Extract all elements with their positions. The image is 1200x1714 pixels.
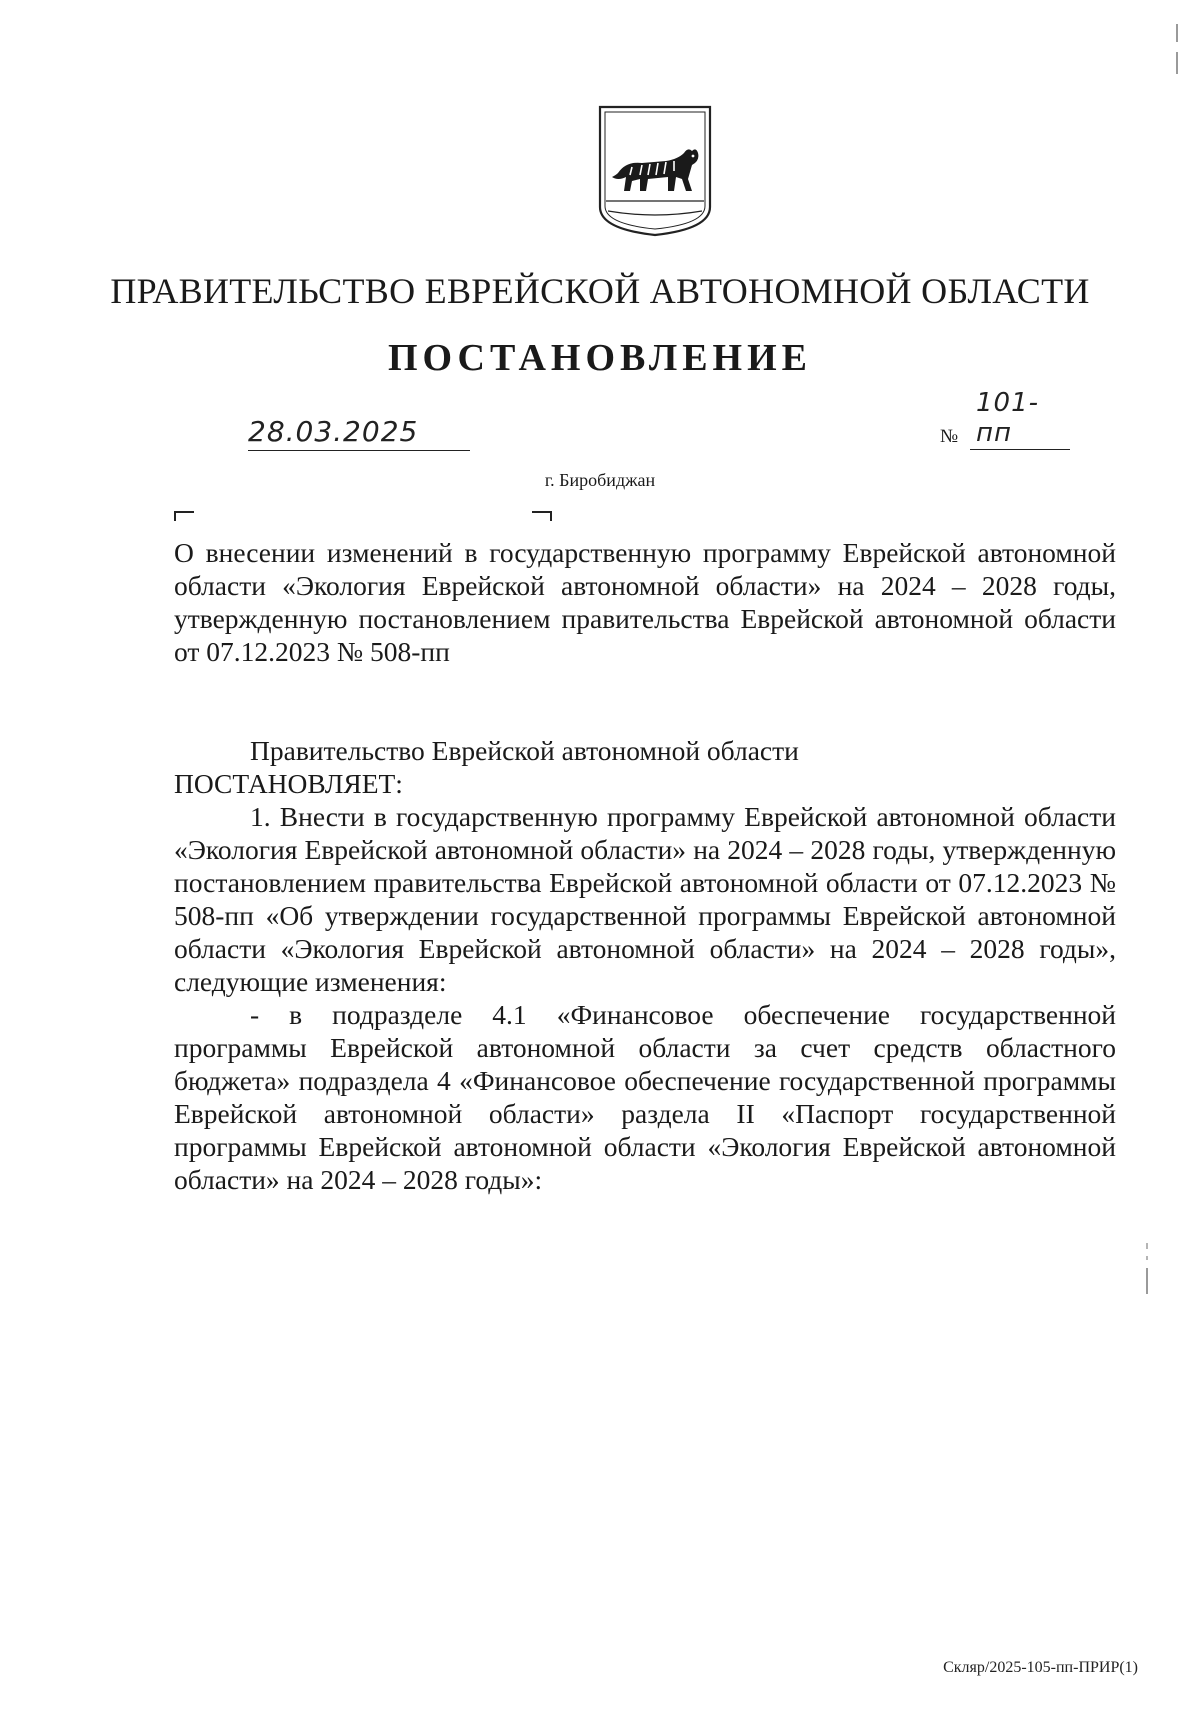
- scan-artifact: [1146, 1243, 1148, 1249]
- subject-corner-left: [174, 511, 194, 521]
- handwritten-date: 28.03.2025: [248, 415, 419, 448]
- body-item-1: 1. Внести в государственную программу Еврейской автономной области «Экология Еврейской автономной области» на 2024 – 2028 годы, утвержденную постановлением правительства Еврейской автономной области от 07.12.2023 № 508-пп «Об утверждении государственной программы Еврейской автономной области «Экология Еврейской автономной области» на 2024 – 2028 годы», следующие изменения:: [174, 801, 1116, 997]
- number-sign: №: [940, 426, 959, 447]
- scan-artifact: [1176, 52, 1178, 74]
- body-intro: Правительство Еврейской автономной области: [250, 735, 799, 766]
- document-body: [174, 734, 1116, 1196]
- organization-title: ПРАВИТЕЛЬСТВО ЕВРЕЙСКОЙ АВТОНОМНОЙ ОБЛАСТИ: [110, 271, 1090, 311]
- document-type-heading: ПОСТАНОВЛЕНИЕ: [387, 337, 813, 379]
- body-item-1-sub: - в подразделе 4.1 «Финансовое обеспечение государственной программы Еврейской автономной области за счет средств областного бюджета» подраздела 4 «Финансовое обеспечение государственной программы Еврейской автономной области» раздела II «Паспорт государственной программы Еврейской автономной области «Экология Еврейской автономной области» на 2024 – 2028 годы»:: [174, 999, 1116, 1195]
- footer-document-code: Скляр/2025-105-пп-ПРИР(1): [943, 1659, 1138, 1676]
- scan-artifact: [1146, 1256, 1148, 1260]
- subject-corner-right: [532, 511, 552, 521]
- number-underline: [970, 449, 1070, 450]
- city-label: г. Биробиджан: [544, 470, 656, 490]
- date-field: [248, 414, 470, 451]
- coat-of-arms-tiger-icon: [596, 103, 714, 239]
- scan-artifact: [1146, 1268, 1148, 1294]
- document-number-field: [940, 388, 1070, 450]
- handwritten-number: 101-пп: [976, 388, 1040, 448]
- body-resolves: ПОСТАНОВЛЯЕТ:: [174, 768, 403, 799]
- scan-artifact: [1176, 24, 1178, 42]
- document-subject: О внесении изменений в государственную программу Еврейской автономной области «Экология Еврейской автономной области» на 2024 – 2028 годы, утвержденную постановлением правительства Еврейской автономной области от 07.12.2023 № 508-пп: [174, 537, 1116, 667]
